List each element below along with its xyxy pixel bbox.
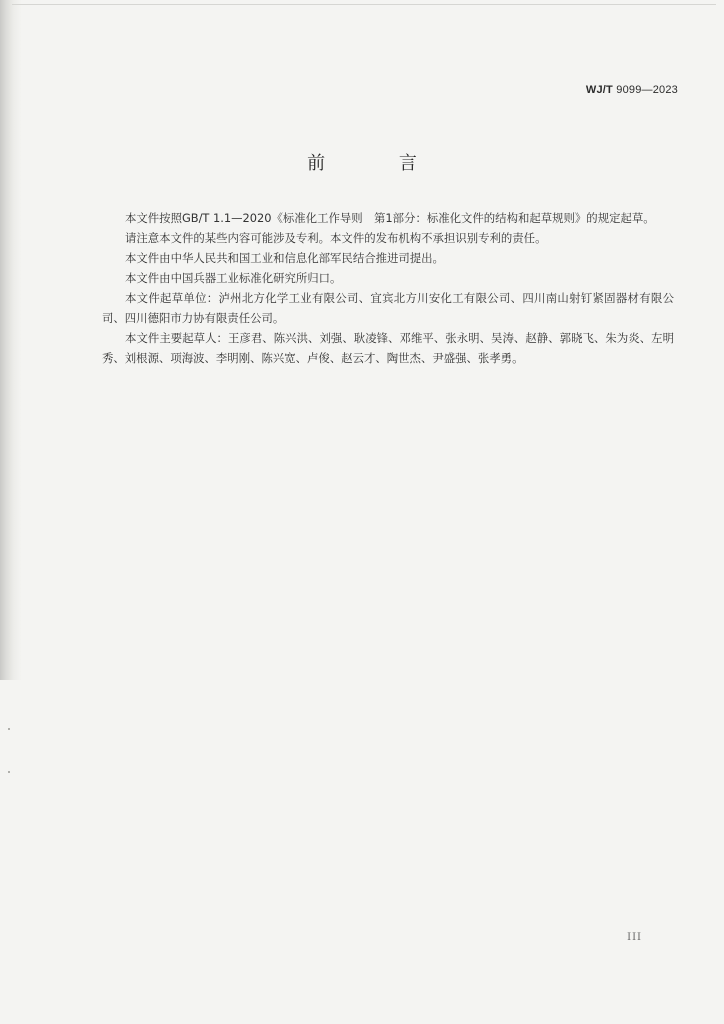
paragraph-drafting-rules: 本文件按照GB/T 1.1—2020《标准化工作导则 第1部分：标准化文件的结构和起草规则》的规定起草。 (125, 211, 655, 225)
paragraph-proposer: 本文件由中华人民共和国工业和信息化部军民结合推进司提出。 (125, 251, 444, 265)
foreword-body (102, 208, 674, 368)
scan-speck (8, 771, 10, 773)
document-code-number: 9099—2023 (616, 84, 678, 96)
document-code-prefix: WJ/T (585, 84, 613, 96)
paragraph-drafting-units: 本文件起草单位：泸州北方化学工业有限公司、宜宾北方川安化工有限公司、四川南山射钉紧固器材有限公司、四川德阳市力协有限责任公司。 (102, 291, 674, 325)
page-title: 前 言 (307, 153, 451, 174)
scan-edge-shadow (0, 0, 22, 680)
paragraph-patent-notice: 请注意本文件的某些内容可能涉及专利。本文件的发布机构不承担识别专利的责任。 (125, 231, 547, 245)
paragraph-centralized-by: 本文件由中国兵器工业标准化研究所归口。 (125, 271, 342, 285)
paragraph-main-drafters: 本文件主要起草人：王彦君、陈兴洪、刘强、耿凌锋、邓维平、张永明、吴涛、赵静、郭晓飞、朱为炎、左明秀、刘根源、项海波、李明刚、陈兴宽、卢俊、赵云才、陶世杰、尹盛强、张孝勇。 (102, 331, 674, 365)
document-code (586, 84, 678, 96)
page-number: III (627, 932, 642, 943)
scan-top-edge (12, 4, 716, 5)
scan-speck (8, 728, 10, 730)
